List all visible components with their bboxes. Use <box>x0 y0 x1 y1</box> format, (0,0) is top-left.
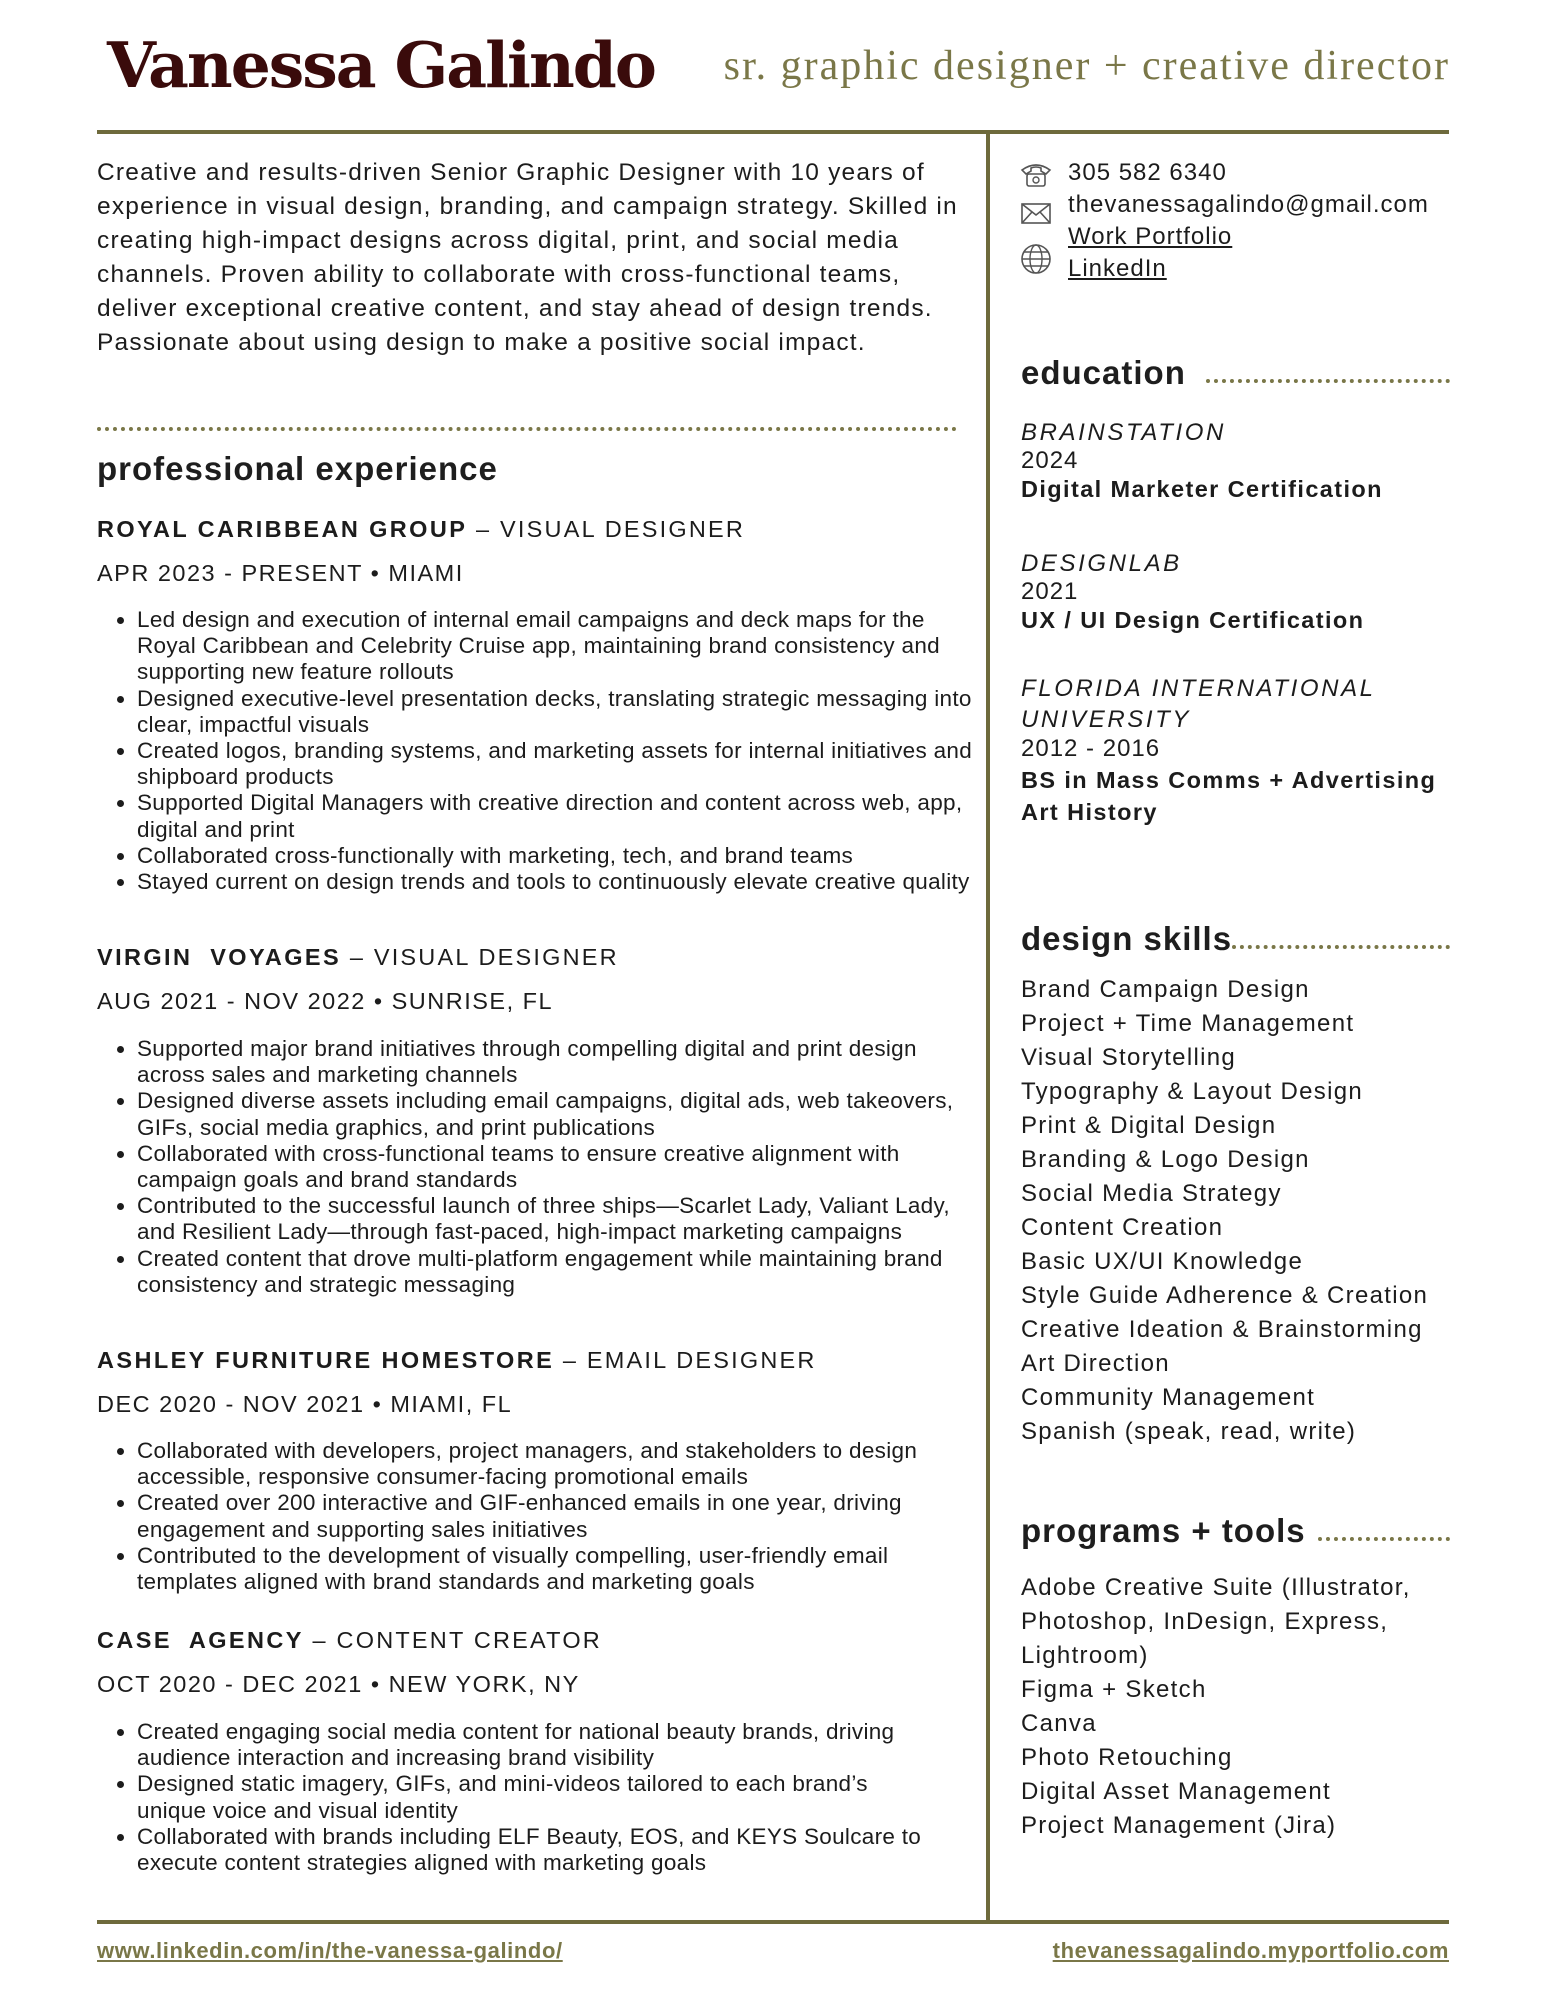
tool-item: Canva <box>1021 1710 1097 1737</box>
job-bullets <box>97 1036 957 1298</box>
skill-item: Social Media Strategy <box>1021 1180 1282 1207</box>
education-year: 2024 <box>1021 447 1079 474</box>
bullet-item: • Created logos, branding systems, and marketing assets for internal initiatives and shipboard products <box>137 738 987 790</box>
job-role: – EMAIL DESIGNER <box>554 1347 817 1373</box>
summary-dotted-divider <box>97 427 957 431</box>
skill-item: Creative Ideation & Brainstorming <box>1021 1316 1423 1343</box>
contact-phone: 305 582 6340 <box>1068 159 1227 186</box>
job-meta: AUG 2021 - NOV 2022 • SUNRISE, FL <box>97 988 554 1014</box>
tool-item: Photoshop, InDesign, Express, <box>1021 1608 1389 1635</box>
job-company: ASHLEY FURNITURE HOMESTORE <box>97 1347 555 1373</box>
linkedin-link[interactable]: LinkedIn <box>1068 255 1167 282</box>
bullet-item: • Designed static imagery, GIFs, and mini-videos tailored to each brand’s unique voice and visual identity <box>137 1771 927 1823</box>
skill-item: Branding & Logo Design <box>1021 1146 1310 1173</box>
job-role: – CONTENT CREATOR <box>303 1627 602 1653</box>
footer-linkedin-link[interactable]: www.linkedin.com/in/the-vanessa-galindo/ <box>97 1938 563 1963</box>
skill-item: Visual Storytelling <box>1021 1044 1237 1071</box>
skills-list <box>1021 973 1428 1449</box>
resume-name: Vanessa Galindo <box>107 28 655 102</box>
skill-item: Content Creation <box>1021 1214 1224 1241</box>
job-meta: OCT 2020 - DEC 2021 • NEW YORK, NY <box>97 1671 580 1697</box>
contact-email[interactable]: thevanessagalindo@gmail.com <box>1068 191 1429 218</box>
education-degree: BS in Mass Comms + Advertising Art History <box>1021 767 1437 825</box>
tool-item: Figma + Sketch <box>1021 1676 1207 1703</box>
education-title: education <box>1021 354 1186 391</box>
education-institution: BRAINSTATION <box>1021 419 1226 446</box>
job-bullets <box>97 1438 987 1595</box>
bullet-item: • Supported Digital Managers with creative direction and content across web, app, digital and print <box>137 790 987 842</box>
job-bullets <box>97 1719 927 1876</box>
education-degree: UX / UI Design Certification <box>1021 607 1365 633</box>
education-institution: DESIGNLAB <box>1021 550 1182 577</box>
education-year: 2012 - 2016 <box>1021 735 1161 762</box>
bullet-item: • Designed executive-level presentation decks, translating strategic messaging into clear, impactful visuals <box>137 686 987 738</box>
skill-item: Art Direction <box>1021 1350 1170 1377</box>
bullet-item: • Created engaging social media content for national beauty brands, driving audience interaction and increasing brand visibility <box>137 1719 927 1771</box>
bullet-item: • Collaborated cross-functionally with marketing, tech, and brand teams <box>137 843 987 869</box>
job-company: ROYAL CARIBBEAN GROUP <box>97 516 468 542</box>
tools-title: programs + tools <box>1021 1512 1306 1549</box>
resume-tagline: sr. graphic designer + creative director <box>723 43 1450 89</box>
bullet-item: • Stayed current on design trends and tools to continuously elevate creative quality <box>137 869 987 895</box>
job-company: VIRGIN VOYAGES <box>97 944 342 970</box>
skill-item: Brand Campaign Design <box>1021 976 1310 1003</box>
job-heading <box>97 516 745 543</box>
tool-item: Project Management (Jira) <box>1021 1812 1337 1839</box>
skills-dotted-divider <box>1232 945 1450 949</box>
education-degree: Digital Marketer Certification <box>1021 476 1383 502</box>
job-bullets <box>97 607 987 895</box>
skill-item: Style Guide Adherence & Creation <box>1021 1282 1429 1309</box>
skills-title: design skills <box>1021 920 1233 957</box>
skill-item: Project + Time Management <box>1021 1010 1355 1037</box>
footer-divider <box>97 1920 1449 1924</box>
phone-icon <box>1018 160 1054 195</box>
job-heading <box>97 944 619 971</box>
job-role: – VISUAL DESIGNER <box>467 516 746 542</box>
bullet-item: • Designed diverse assets including email campaigns, digital ads, web takeovers, GIFs, social media graphics, and print publications <box>137 1088 957 1140</box>
column-divider <box>986 130 990 1922</box>
tool-item: Digital Asset Management <box>1021 1778 1332 1805</box>
tool-item: Adobe Creative Suite (Illustrator, <box>1021 1574 1411 1601</box>
skill-item: Typography & Layout Design <box>1021 1078 1363 1105</box>
skill-item: Basic UX/UI Knowledge <box>1021 1248 1304 1275</box>
bullet-item: • Contributed to the successful launch of three ships—Scarlet Lady, Valiant Lady, and Resilient Lady—through fast-paced, high-impact marketing campaigns <box>137 1193 957 1245</box>
skill-item: Print & Digital Design <box>1021 1112 1277 1139</box>
education-dotted-divider <box>1206 379 1450 383</box>
bullet-item: • Led design and execution of internal email campaigns and deck maps for the Royal Caribbean and Celebrity Cruise app, maintaining brand consistency and supporting new feature rollouts <box>137 607 987 686</box>
job-heading <box>97 1347 817 1374</box>
portfolio-link[interactable]: Work Portfolio <box>1068 223 1233 250</box>
skill-item: Community Management <box>1021 1384 1316 1411</box>
bullet-item: • Created over 200 interactive and GIF-enhanced emails in one year, driving engagement and supporting sales initiatives <box>137 1490 987 1542</box>
education-year: 2021 <box>1021 578 1079 605</box>
globe-icon <box>1018 241 1054 282</box>
bullet-item: • Contributed to the development of visually compelling, user-friendly email templates aligned with brand standards and marketing goals <box>137 1543 987 1595</box>
bullet-item: • Collaborated with cross-functional teams to ensure creative alignment with campaign goals and brand standards <box>137 1141 957 1193</box>
job-company: CASE AGENCY <box>97 1627 304 1653</box>
footer-portfolio-link[interactable]: thevanessagalindo.myportfolio.com <box>1052 1938 1449 1963</box>
header-divider <box>97 130 1449 134</box>
job-meta: APR 2023 - PRESENT • MIAMI <box>97 560 464 586</box>
summary: Creative and results-driven Senior Graphic Designer with 10 years of experience in visual design, branding, and campaign strategy. Skilled in creating high-impact designs across digital, print, and social media channels. Proven ability to collaborate with cross-functional teams, deliver exceptional creative content, and stay ahead of design trends. Passionate about using design to make a positive social impact. <box>97 159 958 356</box>
tool-item: Lightroom) <box>1021 1642 1149 1669</box>
bullet-item: • Collaborated with developers, project managers, and stakeholders to design accessible, responsive consumer-facing promotional emails <box>137 1438 987 1490</box>
mail-icon <box>1018 198 1054 233</box>
job-heading <box>97 1627 602 1654</box>
job-role: – VISUAL DESIGNER <box>341 944 619 970</box>
bullet-item: • Supported major brand initiatives through compelling digital and print design across sales and marketing channels <box>137 1036 957 1088</box>
experience-title: professional experience <box>97 450 498 487</box>
tool-item: Photo Retouching <box>1021 1744 1233 1771</box>
tools-dotted-divider <box>1318 1537 1450 1541</box>
bullet-item: • Created content that drove multi-platform engagement while maintaining brand consistency and strategic messaging <box>137 1246 957 1298</box>
job-meta: DEC 2020 - NOV 2021 • MIAMI, FL <box>97 1391 513 1417</box>
skill-item: Spanish (speak, read, write) <box>1021 1418 1357 1445</box>
tools-list <box>1021 1571 1411 1843</box>
education-institution: FLORIDA INTERNATIONAL UNIVERSITY <box>1021 675 1376 733</box>
bullet-item: • Collaborated with brands including ELF Beauty, EOS, and KEYS Soulcare to execute content strategies aligned with marketing goals <box>137 1824 927 1876</box>
